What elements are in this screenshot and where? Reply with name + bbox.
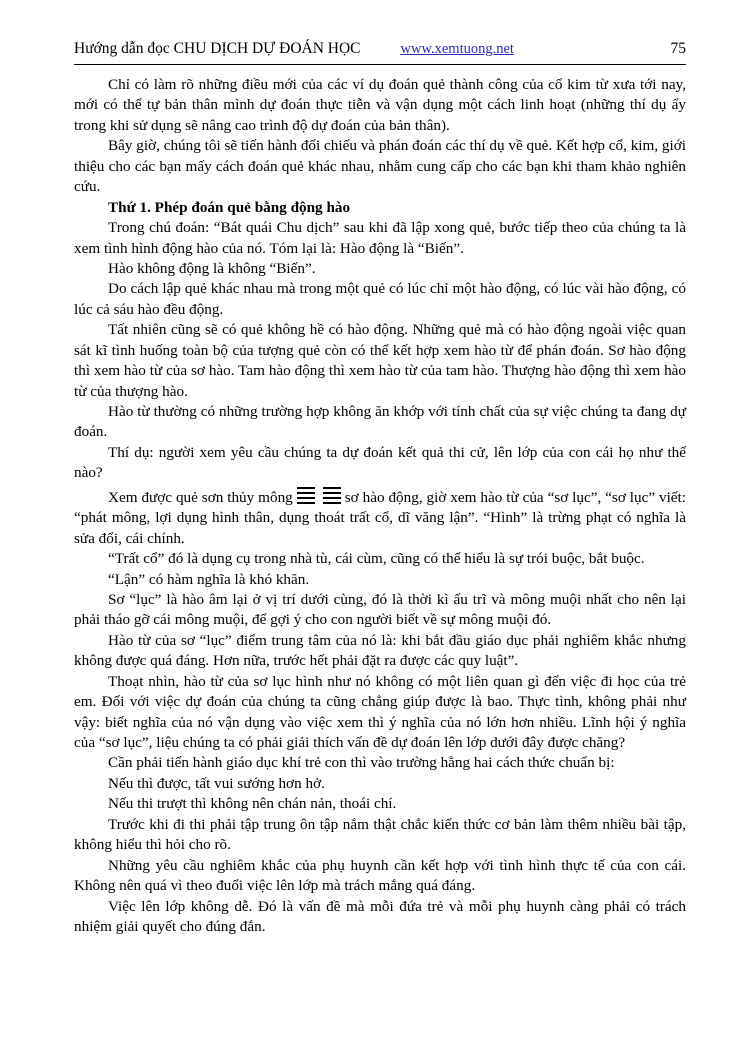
header-divider bbox=[74, 64, 686, 65]
paragraph: Trong chú đoán: “Bát quái Chu dịch” sau khi đã lập xong quẻ, bước tiếp theo của chúng ta là xem tình hình động hào của nó. Tóm lại là: Hào động là “Biến”. bbox=[74, 219, 686, 257]
hexagram-line-yin bbox=[297, 497, 341, 499]
paragraph: Thí dụ: người xem yêu cầu chúng ta dự đoán kết quả thi cử, lên lớp của con cái họ như thế nào? bbox=[74, 443, 686, 482]
paragraph: Tất nhiên cũng sẽ có quẻ không hề có hào động. Những quẻ mà có hào động ngoài việc quan sát kĩ tình huống toàn bộ của tượng quẻ còn có thể kết hợp xem hào từ để phán đoán. Sơ hào động thì xem hào từ của sơ hào. Tam hào động thì xem hào từ của tam hào. Thượng hào động thì xem hào từ của thượng hào. bbox=[74, 321, 686, 400]
paragraph: Những yêu cầu nghiêm khắc của phụ huynh cần kết hợp với tình hình thực tế của con cái. Không nên quá vì theo đuổi việc lên lớp mà trách mắng quá đáng. bbox=[74, 856, 686, 895]
paragraph: “Trất cổ” đó là dụng cụ trong nhà tù, cái cùm, cũng có thể hiểu là sự trói buộc, bắt buộc. bbox=[108, 550, 645, 568]
paragraph: Thoạt nhìn, hào từ của sơ lục hình như nó không có một liên quan gì đến việc đi học của trẻ em. Đối với việc dự đoán của chúng ta cũng chẳng giúp được là bao. Thực tình, không phải như vậy: biết nghĩa của nó vận dụng vào việc xem thì ý nghĩa của nó lớn hơn nhiều. Lĩnh hội ý nghĩa của “sơ lục”, liệu chúng ta có phải giải thích vấn đề dự đoán lên lớp dưới đây được chăng? bbox=[74, 672, 686, 751]
paragraph: Nếu thì được, tất vui sướng hơn hở. bbox=[108, 774, 325, 792]
page-number: 75 bbox=[670, 40, 686, 57]
header-website-link[interactable]: www.xemtuong.net bbox=[400, 41, 514, 57]
page-header bbox=[74, 40, 686, 62]
paragraph: Hào từ thường có những trường hợp không ăn khớp với tính chất của sự việc chúng ta đang dự đoán. bbox=[74, 403, 686, 441]
paragraph: Việc lên lớp không dễ. Đó là vấn đề mà mỗi đứa trẻ và mỗi phụ huynh càng phải có trách nhiệm giải quyết cho đúng đắn. bbox=[74, 897, 686, 935]
paragraph: Bây giờ, chúng tôi sẽ tiến hành đối chiếu và phán đoán các thí dụ về quẻ. Kết hợp cổ, kim, giới thiệu cho các bạn mấy cách đoán quẻ khác nhau, nhằm cung cấp cho các bạn khi tham khảo nghiên cứu. bbox=[74, 137, 686, 196]
hexagram-line-yin bbox=[297, 487, 341, 489]
paragraph: Cần phải tiến hành giáo dục khí trẻ con thì vào trường hằng hai cách thức chuẩn bị: bbox=[108, 754, 615, 772]
page-body bbox=[74, 75, 686, 937]
hexagram-line-yin bbox=[297, 492, 341, 494]
paragraph: “Lận” có hàm nghĩa là khó khăn. bbox=[108, 570, 310, 588]
paragraph: Nếu thi trượt thì không nên chán nản, thoái chí. bbox=[108, 795, 397, 813]
paragraph: Hào từ của sơ “lục” điểm trung tâm của nó là: khi bắt đầu giáo dục phải nghiêm khắc nhưng không được quá đáng. Hơn nữa, trước hết phải đặt ra được các quy luật”. bbox=[74, 631, 686, 670]
paragraph: Sơ “lục” là hào âm lại ở vị trí dưới cùng, đó là thời kì ấu trĩ và mông muội nhất cho nên lại phải tháo gỡ cái mông muội, để gợi ý cho con người biết về sự mông muội đó. bbox=[74, 590, 686, 629]
hexagram-text-after: sơ hào động, giờ xem hào từ của “sơ lục”, “sơ lục” viết: “phát mông, lợi dụng hình thân, dụng thoát trất cổ, dĩ văng lận”. “Hình” là trừng phạt có nghĩa là sửa đổi, cái chính. bbox=[74, 488, 686, 547]
paragraph: Trước khi đi thi phải tập trung ôn tập nắm thật chắc kiến thức cơ bản làm thêm nhiều bài tập, không hiểu thì hỏi cho rõ. bbox=[74, 815, 686, 854]
paragraph: Hào không động là không “Biến”. bbox=[108, 259, 316, 277]
paragraph-with-hexagram bbox=[74, 484, 686, 549]
paragraph: Do cách lập quẻ khác nhau mà trong một quẻ có lúc chỉ một hào động, có lúc vài hào động, có lúc cả sáu hào đều động. bbox=[74, 280, 686, 318]
paragraph: Chỉ có làm rõ những điều mới của các ví dụ đoán quẻ thành công của cổ kim từ xưa tới nay, mới có thể tự bản thân mình dự đoán thực tiễn và vận dụng một cách linh hoạt (những thí dụ ấy trong khi sử dụng sẽ nâng cao trình độ dự đoán của bản thân). bbox=[74, 76, 686, 134]
section-heading: Thứ 1. Phép đoán quẻ bằng động hào bbox=[108, 198, 351, 216]
header-title: Hướng dẫn đọc CHU DỊCH DỰ ĐOÁN HỌC bbox=[74, 40, 361, 57]
hexagram-text-before: Xem được quẻ sơn thủy mông bbox=[108, 488, 293, 506]
hexagram-line-yin bbox=[297, 502, 341, 504]
hexagram-mong-icon bbox=[297, 484, 341, 507]
